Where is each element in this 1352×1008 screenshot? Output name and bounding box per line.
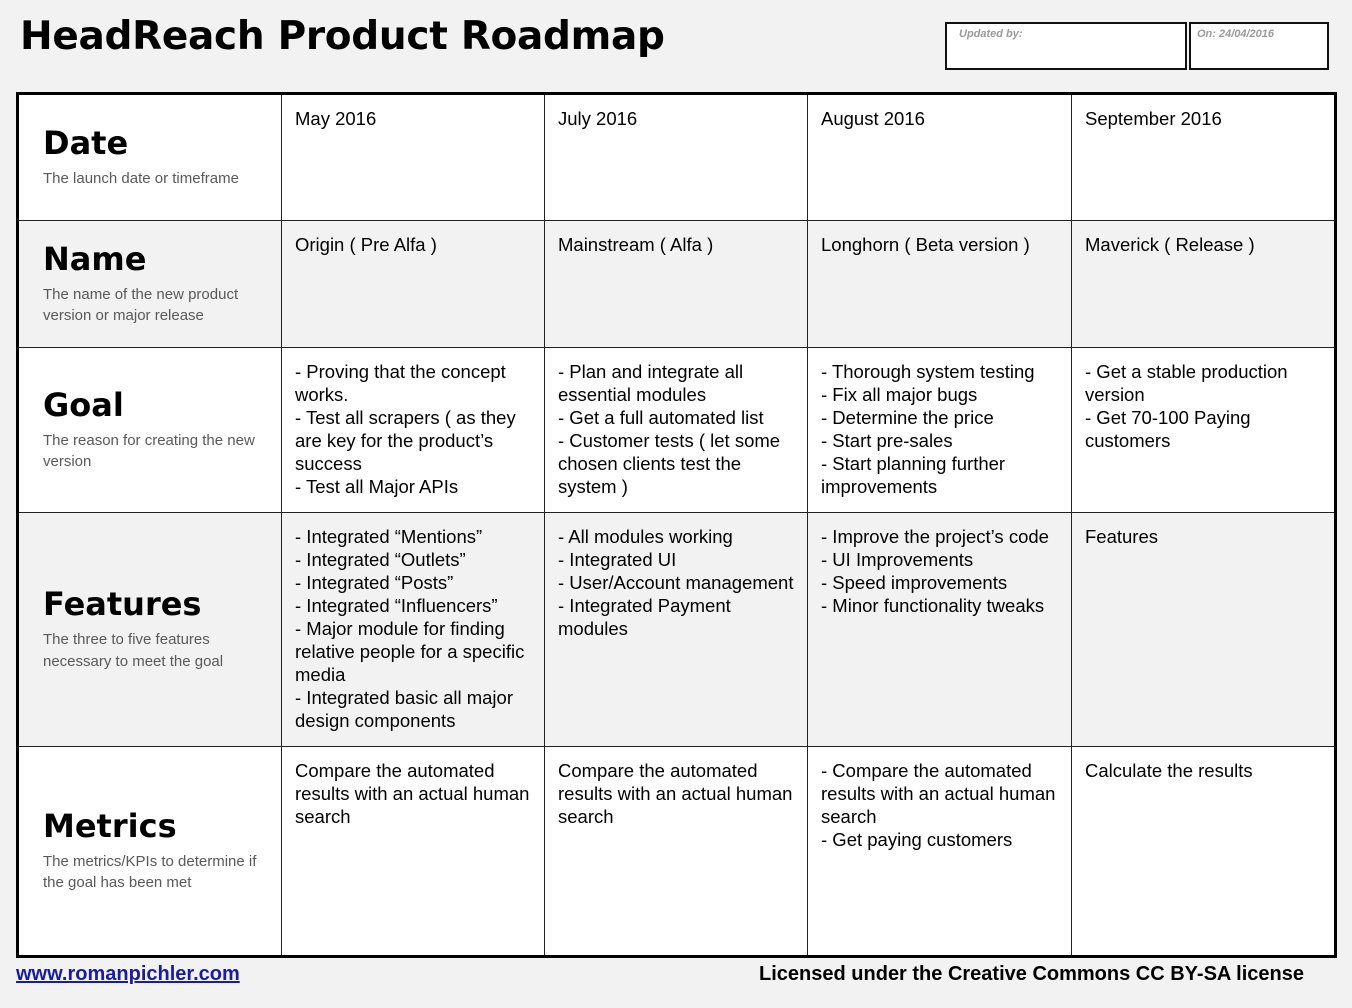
- cell-features-col-2[interactable]: [545, 513, 808, 747]
- row-label-features: [19, 513, 282, 747]
- cell-line: - User/Account management: [558, 572, 794, 593]
- cell-line: - Fix all major bugs: [821, 384, 978, 405]
- cell-line: - Test all scrapers ( as they are key for the product’s success: [295, 407, 516, 474]
- cell-features-col-3[interactable]: [808, 513, 1072, 747]
- cell-line: May 2016: [295, 108, 377, 129]
- cell-line: - Integrated Payment modules: [558, 595, 731, 639]
- updated-on-value: 24/04/2016: [1218, 28, 1275, 40]
- cell-goal-col-2[interactable]: [545, 348, 808, 513]
- row-title: Date: [43, 124, 129, 163]
- row-label-date: [19, 95, 282, 221]
- cell-line: - Thorough system testing: [821, 361, 1035, 382]
- cell-name-col-3[interactable]: [808, 221, 1072, 348]
- page-title: HeadReach Product Roadmap: [20, 14, 665, 59]
- cell-line: - Start pre-sales: [821, 430, 953, 451]
- cell-metrics-col-4[interactable]: [1072, 747, 1334, 955]
- updated-by-label: Updated by:: [959, 28, 1023, 40]
- cell-name-col-2[interactable]: [545, 221, 808, 348]
- cell-line: September 2016: [1085, 108, 1222, 129]
- cell-line: Mainstream ( Alfa ): [558, 234, 714, 255]
- row-description: The name of the new product version or major release: [43, 285, 239, 325]
- cell-metrics-col-2[interactable]: [545, 747, 808, 955]
- row-description: The three to five features necessary to meet the goal: [43, 631, 224, 670]
- row-title: Features: [43, 585, 202, 624]
- roadmap-table: [16, 92, 1337, 958]
- cell-line: - Get paying customers: [821, 829, 1013, 850]
- cell-metrics-col-3[interactable]: [808, 747, 1072, 955]
- cell-line: - Integrated UI: [558, 549, 677, 570]
- cell-line: August 2016: [821, 108, 925, 129]
- cell-line: Compare the automated results with an actual human search: [295, 760, 530, 827]
- updated-by-field[interactable]: [945, 22, 1187, 70]
- updated-on-label: On:: [1197, 28, 1216, 40]
- cell-line: - Customer tests ( let some chosen clients test the system ): [558, 430, 781, 497]
- cell-line: - Integrated “Outlets”: [295, 549, 466, 570]
- row-label-goal: [19, 348, 282, 513]
- cell-line: Origin ( Pre Alfa ): [295, 234, 437, 255]
- cell-line: - Speed improvements: [821, 572, 1008, 593]
- row-description: The metrics/KPIs to determine if the goal has been met: [43, 852, 257, 892]
- cell-date-col-2[interactable]: [545, 95, 808, 221]
- row-title: Metrics: [43, 806, 177, 845]
- cell-line: - Determine the price: [821, 407, 994, 428]
- cell-line: - All modules working: [558, 526, 733, 547]
- row-description: The launch date or timeframe: [43, 170, 239, 188]
- row-label-name: [19, 221, 282, 348]
- cell-name-col-1[interactable]: [282, 221, 545, 348]
- cell-line: Features: [1085, 526, 1159, 547]
- cell-line: Longhorn ( Beta version ): [821, 234, 1030, 255]
- cell-goal-col-4[interactable]: [1072, 348, 1334, 513]
- cell-line: - Integrated “Influencers”: [295, 595, 498, 616]
- cell-line: - Test all Major APIs: [295, 476, 459, 497]
- row-title: Name: [43, 239, 147, 278]
- cell-line: - Plan and integrate all essential modules: [558, 361, 744, 405]
- cell-line: Calculate the results: [1085, 760, 1253, 781]
- row-label-metrics: [19, 747, 282, 955]
- cell-date-col-1[interactable]: [282, 95, 545, 221]
- cell-date-col-3[interactable]: [808, 95, 1072, 221]
- cell-line: July 2016: [558, 108, 638, 129]
- cell-name-col-4[interactable]: [1072, 221, 1334, 348]
- cell-date-col-4[interactable]: [1072, 95, 1334, 221]
- cell-features-col-1[interactable]: [282, 513, 545, 747]
- cell-line: - Improve the project’s code: [821, 526, 1049, 547]
- cell-line: - Minor functionality tweaks: [821, 595, 1045, 616]
- row-description: The reason for creating the new version: [43, 431, 255, 471]
- cell-line: - UI Improvements: [821, 549, 974, 570]
- cell-line: - Major module for finding relative people for a specific media: [295, 618, 525, 685]
- cell-goal-col-1[interactable]: [282, 348, 545, 513]
- cell-metrics-col-1[interactable]: [282, 747, 545, 955]
- cell-goal-col-3[interactable]: [808, 348, 1072, 513]
- cell-line: Maverick ( Release ): [1085, 234, 1255, 255]
- footer-website-link[interactable]: www.romanpichler.com: [16, 963, 240, 985]
- cell-features-col-4[interactable]: [1072, 513, 1334, 747]
- cell-line: Compare the automated results with an actual human search: [558, 760, 793, 827]
- cell-line: - Integrated “Posts”: [295, 572, 454, 593]
- row-title: Goal: [43, 385, 124, 424]
- cell-line: - Integrated basic all major design components: [295, 687, 513, 731]
- cell-line: - Integrated “Mentions”: [295, 526, 483, 547]
- cell-line: - Proving that the concept works.: [295, 361, 506, 405]
- footer-license-text: Licensed under the Creative Commons CC BY-SA license: [759, 963, 1304, 985]
- cell-line: - Get a stable production version: [1085, 361, 1288, 405]
- cell-line: - Start planning further improvements: [821, 453, 1006, 497]
- cell-line: - Get 70-100 Paying customers: [1085, 407, 1251, 451]
- updated-on-field[interactable]: [1189, 22, 1329, 70]
- cell-line: - Get a full automated list: [558, 407, 764, 428]
- cell-line: - Compare the automated results with an actual human search: [821, 760, 1056, 827]
